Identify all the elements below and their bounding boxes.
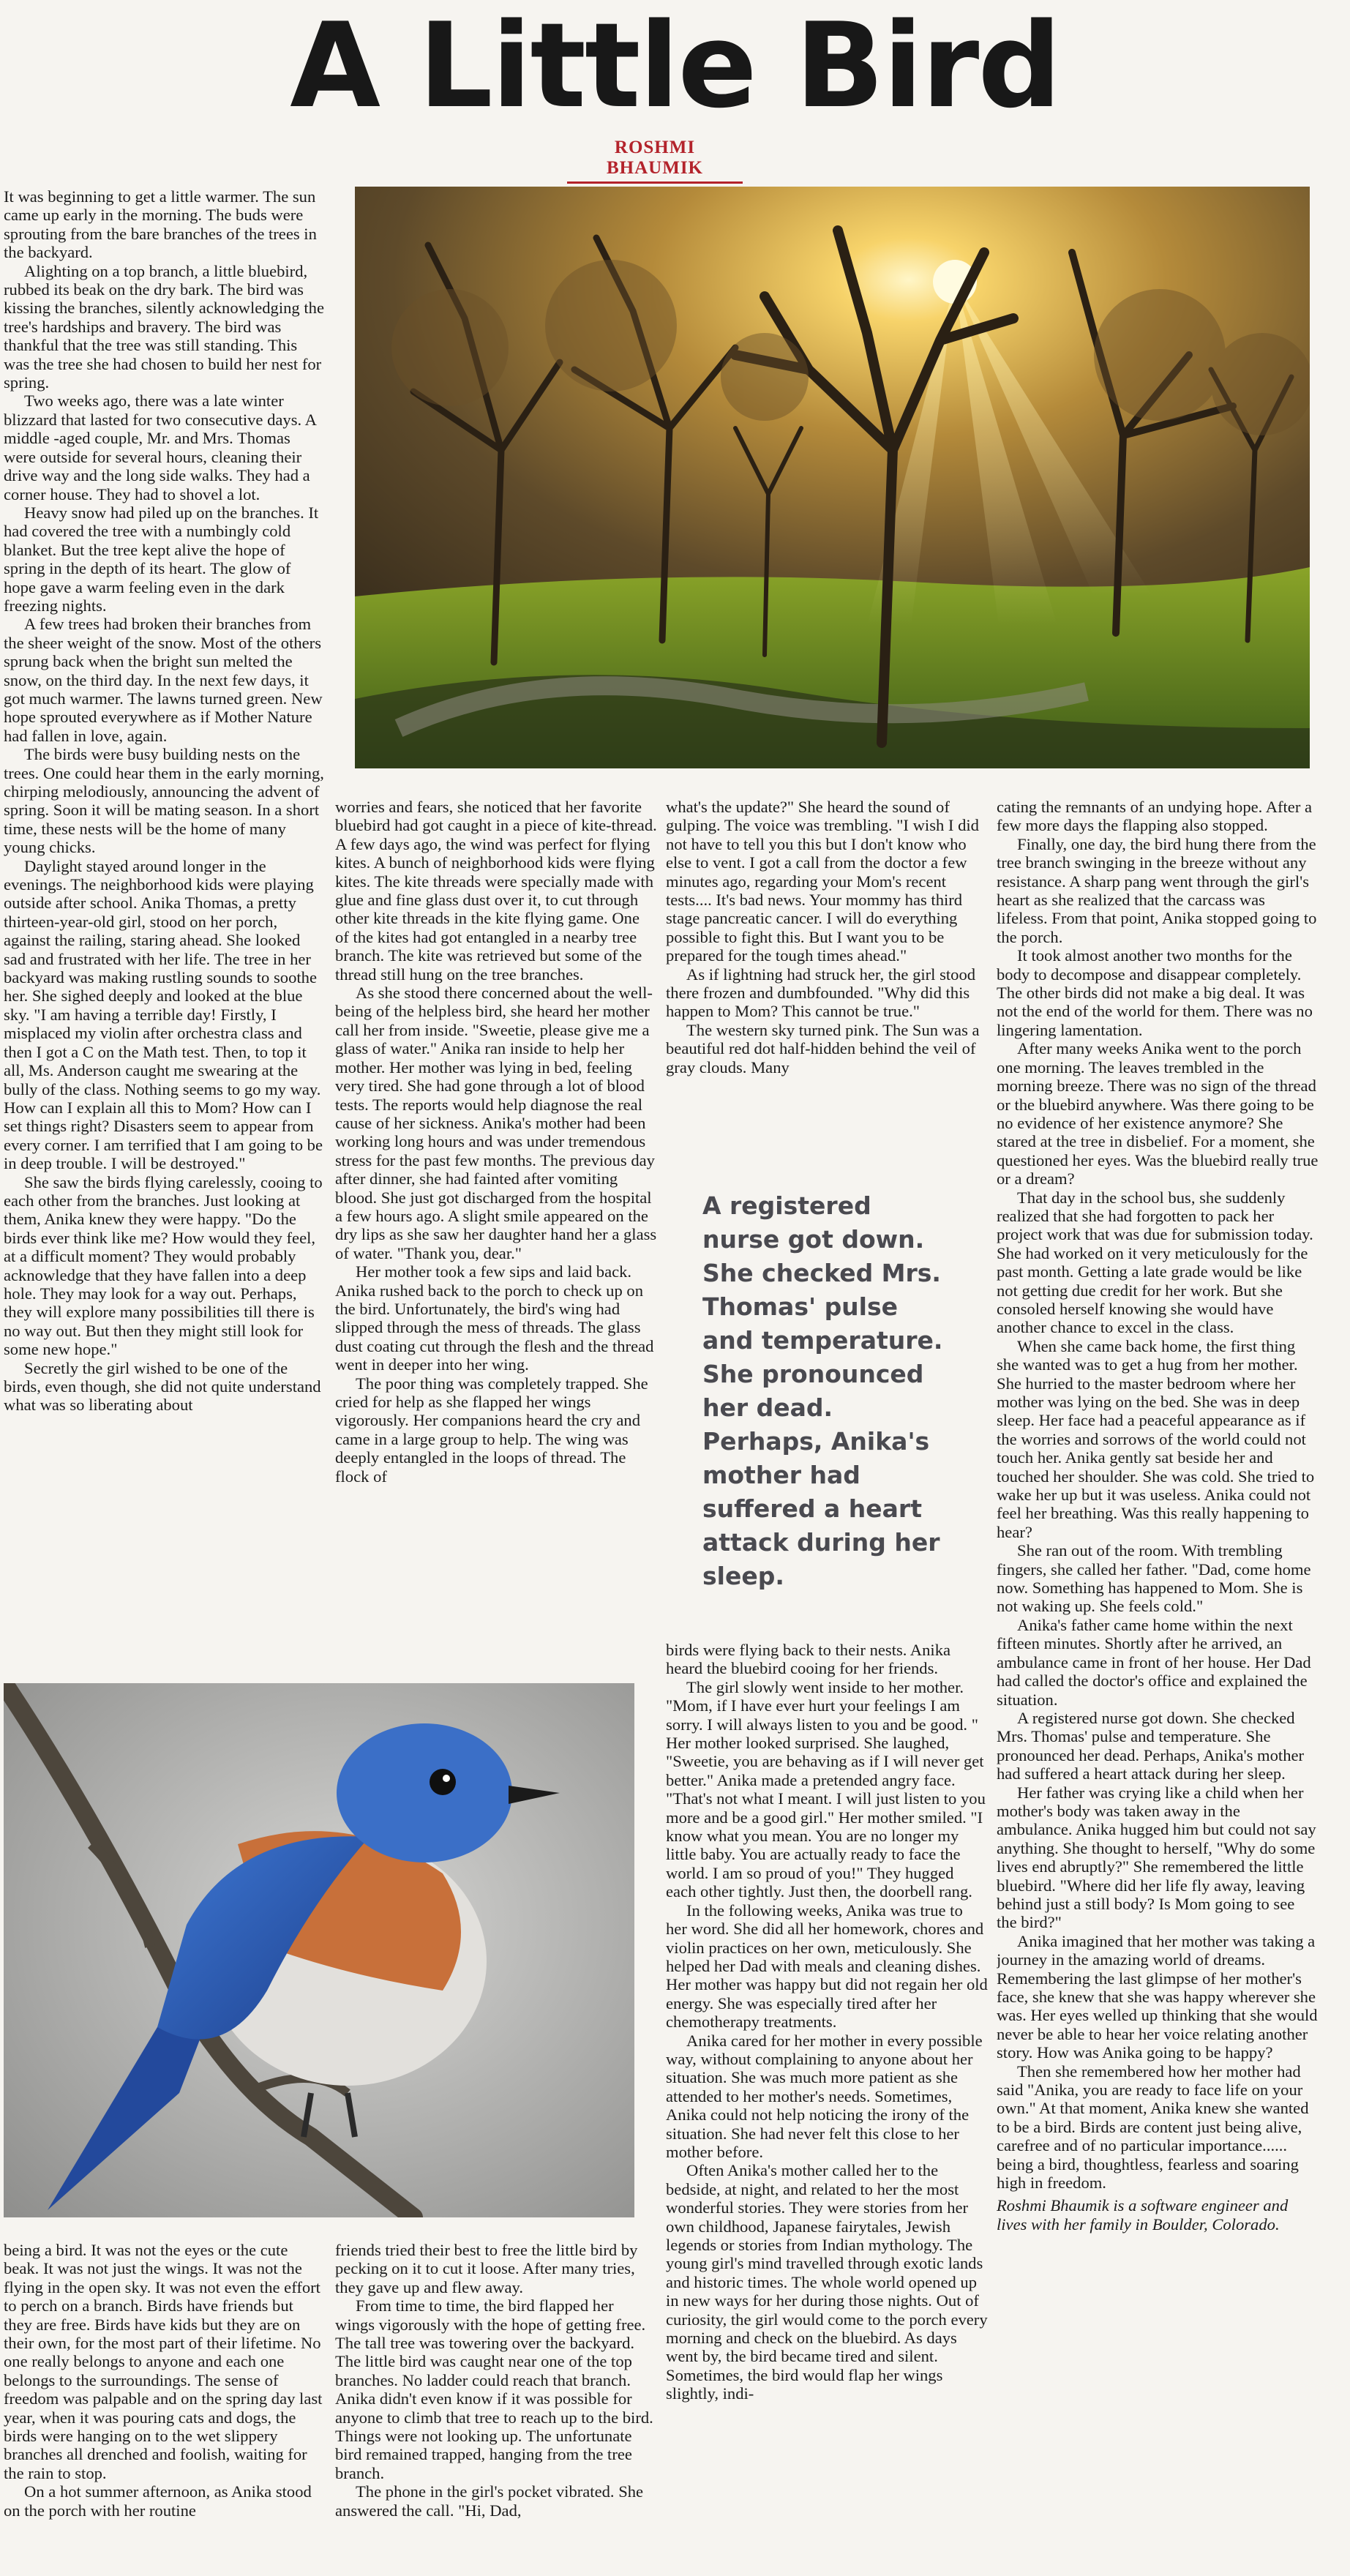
pull-quote: A registered nurse got down. She checked Mrs. Thomas' pulse and temperature. She pronounced her dead. Perhaps, Anika's mother had suffered a heart attack during her sleep. [702, 1191, 943, 1590]
column-1-top [4, 187, 326, 1651]
paragraph: cating the remnants of an undying hope. After a few more days the flapping also stopped. [997, 798, 1313, 835]
paragraph: Daylight stayed around longer in the evenings. The neighborhood kids were playing outside after school. Anika Thomas, a pretty thirteen-year-old girl, stood on her porch, against the railing, staring ahead. She looked sad and frustrated with her life. The tree in her backyard was making rustling sounds to soothe her. She sighed deeply and looked at the blue sky. "I am having a terrible day! Firstly, I misplaced my violin after orchestra class and then I got a C on the Math test. Then, to top it all, Ms. Anderson caught me swearing at the bully of the class. Nothing seems to go my way. How can I explain all this to Mom? How can I set things right? Disasters seem to appear from every corner. I am terrified that I am going to be in deep trouble. I will be destroyed." [4, 856, 323, 1173]
author-credit: Roshmi Bhaumik is a software engineer and lives with her family in Boulder, Colorado. [997, 2196, 1289, 2234]
column-4 [997, 798, 1319, 2576]
paragraph: As she stood there concerned about the well-being of the helpless bird, she heard her mother call her from inside. "Sweetie, please give me a glass of water." Anika ran inside to help her mother. Her mother was lying in bed, feeling very tired. She had gone through a lot of blood tests. The reports would help diagnose the real cause of her sickness. Anika's mother had been working long hours and was under tremendous stress for the past few months. The previous day after dinner, she had fainted after vomiting blood. She just got discharged from the hospital a few hours ago. A slight smile appeared on the dry lips as she saw her daughter hand her a glass of water. "Thank you, dear." [335, 984, 657, 1262]
paragraph: friends tried their best to free the little bird by pecking on it to cut it loose. After many tries, they gave up and flew away. [335, 2241, 638, 2296]
paragraph: Anika's father came home within the next fifteen minutes. Shortly after he arrived, an ambulance came in front of her house. Her Dad had called the doctor's office and explained the situation. [997, 1615, 1311, 1709]
paragraph: what's the update?" She heard the sound of gulping. The voice was trembling. "I wish I did not have to tell you this but I don't know who else to vent. I got a call from the doctor a few minutes ago, regarding your Mom's recent tests.... It's bad news. Your mommy has third stage pancreatic cancer. I will do everything possible to fight this. But I want you to be prepared for the tough times ahead." [666, 798, 979, 965]
paragraph: From time to time, the bird flapped her wings vigorously with the hope of getting free. The tall tree was towering over the backyard. The little bird was caught near one of the top branches. No ladder could reach that branch. Anika didn't even know if it was possible for anyone to climb that tree to reach up to the bird. Things were not looking up. The unfortunate bird remained trapped, hanging from the tree branch. [335, 2296, 653, 2482]
paragraph: A registered nurse got down. She checked Mrs. Thomas' pulse and temperature. She pronounced her dead. Perhaps, Anika's mother had suffered a heart attack during her sleep. [997, 1708, 1305, 1783]
paragraph: That day in the school bus, she suddenly realized that she had forgotten to pack her project work that was due for submission today. She had worked on it very meticulously for the past month. Getting a late grade would be like not getting due credit for her work. But she consoled herself knowing she would have another chance to excel in the class. [997, 1188, 1313, 1337]
paragraph: On a hot summer afternoon, as Anika stood on the porch with her routine [4, 2482, 312, 2520]
paragraph: The phone in the girl's pocket vibrated. She answered the call. "Hi, Dad, [335, 2482, 644, 2520]
paragraph: A few trees had broken their branches from the sheer weight of the snow. Most of the others sprung back when the bright sun melted the snow, on the third day. In the next few days, it got much warmer. The lawns turned green. New hope sprouted everywhere as if Mother Nature had fallen in love, again. [4, 615, 323, 745]
paragraph: birds were flying back to their nests. Anika heard the bluebird cooing for her friends. [666, 1641, 951, 1678]
paragraph: being a bird. It was not the eyes or the cute beak. It was not just the wings. It was not the flying in the open sky. It was not even the effort to perch on a branch. Birds have friends but they are free. Birds have kids but they are on their own, for the most part of their lifetime. No one really belongs to anyone and each one belongs to the surroundings. The sense of freedom was palpable and on the spring day last year, when it was pouring cats and dogs, the birds were hanging on to the wet slippery branches all drenched and foolish, waiting for the rain to stop. [4, 2241, 323, 2482]
paragraph: Often Anika's mother called her to the bedside, at night, and related to her the most wonderful stories. They were stories from her own childhood, Japanese fairytales, Jewish legends or stories from Indian mythology. The young girl's mind travelled through exotic lands and historic times. The whole world opened up in new ways for her during those nights. Out of curiosity, the girl would come to the porch every morning and check on the bluebird. As days went by, the bird became tired and silent. Sometimes, the bird would flap her wings slightly, indi- [666, 2161, 988, 2403]
paragraph: Then she remembered how her mother had said "Anika, you are ready to face life on your own." At that moment, Anika knew she wanted to be a bird. Birds are content just being alive, carefree and of no particular importance...... being a bird, thoughtless, fearless and soaring high in freedom. [997, 2062, 1309, 2193]
author-byline: ROSHMI BHAUMIK [567, 138, 743, 184]
paragraph: When she came back home, the first thing she wanted was to get a hug from her mother. She hurried to the master bedroom where her mother was lying on the bed. She was in deep sleep. Her face had a peaceful appearance as if the worries and sorrows of the world could not touch her. Anika gently sat beside her and touched her shoulder. She was cold. She tried to wake her up but it was useless. Anika could not feel her breathing. Was this really happening to hear? [997, 1336, 1315, 1541]
forest-sunrise-photo [355, 187, 1310, 768]
paragraph: The poor thing was completely trapped. She cried for help as she flapped her wings vigorously. Her companions heard the cry and came in a large group to help. The wing was deeply entangled in the loops of thread. The flock of [335, 1374, 648, 1486]
paragraph: As if lightning had struck her, the girl stood there frozen and dumbfounded. "Why did this happen to Mom? This cannot be true." [666, 965, 976, 1021]
paragraph: worries and fears, she noticed that her favorite bluebird had got caught in a piece of kite-thread. A few days ago, the wind was perfect for flying kites. A bunch of neighborhood kids were flying kites. The kite threads were specially made with glue and fine glass dust over it, to cut through other kite threads in the kite flying game. One of the kites had got entangled in a nearby tree branch. The kite was retrieved but some of the thread still hung on the tree branches. [335, 798, 657, 984]
column-3-top [666, 798, 988, 1142]
paragraph: Heavy snow had piled up on the branches. It had covered the tree with a numbingly cold blanket. But the tree kept alive the hope of spring in the depth of its heart. The glow of hope gave a warm feeling even in the dark freezing nights. [4, 503, 319, 615]
article-title: A Little Bird [290, 0, 1060, 134]
column-3-bottom [666, 1641, 988, 2576]
paragraph: She ran out of the room. With trembling fingers, she called her father. "Dad, come home now. Something has happened to Mom. She is not waking up. She feels cold." [997, 1541, 1311, 1616]
column-2-top [335, 798, 657, 1654]
bluebird-photo [4, 1683, 634, 2217]
paragraph: The girl slowly went inside to her mother. "Mom, if I have ever hurt your feelings I am sorry. I will always listen to you and be good. " Her mother looked surprised. She laughed, "Sweetie, you are behaving as if I will never get better." Anika made a pretended angry face. "That's not what I meant. I will just listen to you more and be a good girl." Her mother smiled. "I know what you mean. You are no longer my little baby. You are actually ready to face the world. I am so proud of you!" They hugged each other tightly. Just then, the doorbell rang. [666, 1677, 986, 1901]
paragraph: Secretly the girl wished to be one of the birds, even though, she did not quite understand what was so liberating about [4, 1358, 321, 1415]
paragraph: It was beginning to get a little warmer. The sun came up early in the morning. The buds were sprouting from the bare branches of the trees in the backyard. [4, 187, 317, 262]
paragraph: Anika cared for her mother in every possible way, without complaining to anyone about her situation. She was much more patient as she attended to her mother's needs. Sometimes, Anika could not help noticing the irony of the situation. She had never felt this close to her mother before. [666, 2031, 983, 2161]
paragraph: In the following weeks, Anika was true to her word. She did all her homework, chores and violin practices on her own, meticulously. She helped her Dad with meals and cleaning dishes. Her mother was happy but did not regain her old energy. She was especially tired after her chemotherapy treatments. [666, 1901, 988, 2032]
paragraph: The birds were busy building nests on the trees. One could hear them in the early morning, chirping melodiously, announcing the advent of spring. Soon it will be mating season. In a short time, these nests will be the home of many young chicks. [4, 745, 324, 857]
column-1-bottom [4, 2241, 326, 2576]
paragraph: Her mother took a few sips and laid back. Anika rushed back to the porch to check up on the bird. Unfortunately, the bird's wing had slipped through the mess of threads. The glass dust coating cut through the flesh and the thread went in deeper into her wing. [335, 1262, 654, 1374]
paragraph: Anika imagined that her mother was taking a journey in the amazing world of dreams. Remembering the last glimpse of her mother's face, she knew that she was happy wherever she was. Her eyes welled up thinking that she would never be able to hear her voice relating another story. How was Anika going to be happy? [997, 1931, 1318, 2062]
paragraph: Two weeks ago, there was a late winter blizzard that lasted for two consecutive days. A middle -aged couple, Mr. and Mrs. Thomas were outside for several hours, cleaning their drive way and the long side walks. They had a corner house. They had to shovel a lot. [4, 392, 316, 503]
paragraph: Her father was crying like a child when her mother's body was taken away in the ambulance. Anika hugged him but could not say anything. She thought to herself, "Why do some lives end abruptly?" She remembered the little bluebird. "Where did her life fly away, leaving behind just a still body? Is Mom going to see the bird?" [997, 1783, 1316, 1932]
paragraph: She saw the birds flying carelessly, cooing to each other from the branches. Just looking at them, Anika knew they were happy. "Do the birds ever think like me? How would they feel, at a difficult moment? They would probably acknowledge that they have fallen into a deep hole. They may look for a way out. Perhaps, they will explore many possibilities till there is no way out. But then they might still look for some new hope." [4, 1172, 323, 1359]
column-2-bottom [335, 2241, 657, 2576]
paragraph: The western sky turned pink. The Sun was a beautiful red dot half-hidden behind the veil of gray clouds. Many [666, 1020, 980, 1077]
paragraph: Finally, one day, the bird hung there from the tree branch swinging in the breeze without any resistance. A sharp pang went through the girl's heart as she realized that the carcass was lifeless. From that point, Anika stopped going to the porch. [997, 834, 1317, 946]
paragraph: Alighting on a top branch, a little bluebird, rubbed its beak on the dry bark. The bird was kissing the branches, silently acknowledging the tree's hardships and bravery. The bird was thankful that the tree was still standing. This was the tree she had chosen to build her nest for spring. [4, 261, 324, 392]
paragraph: After many weeks Anika went to the porch one morning. The leaves trembled in the morning breeze. There was no sign of the thread or the bluebird anywhere. Was there going to be no evidence of her existence anymore? She stared at the tree in disbelief. For a moment, she questioned her eyes. Was the bluebird really true or a dream? [997, 1039, 1319, 1188]
paragraph: It took almost another two months for the body to decompose and disappear completely. The other birds did not make a big deal. It was not the end of the world for them. There was no lingering lamentation. [997, 946, 1313, 1039]
